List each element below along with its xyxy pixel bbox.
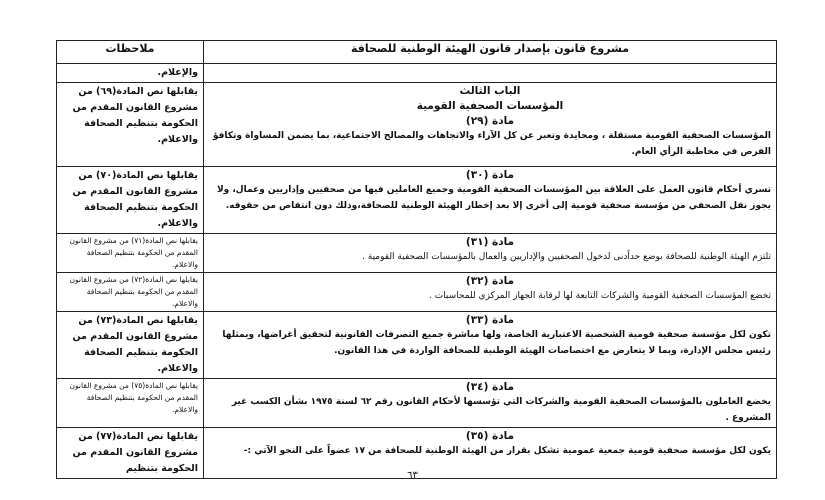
note-cell: والإعلام. — [57, 64, 204, 83]
main-cell — [204, 379, 777, 428]
note-cell: يقابلها نص المادة(٧١) من مشروع القانون المقدم من الحكومة بتنظيم الصحافة والاعلام. — [57, 234, 204, 273]
main-cell — [204, 273, 777, 312]
main-cell — [204, 234, 777, 273]
article-text: تلتزم الهيئة الوطنية للصحافة بوضع حداًدنى لدخول الصحفيين والإداريين والعمال بالمؤسسات الصحفية القومية . — [362, 252, 771, 262]
article-text: تكون لكل مؤسسة صحفية قومية الشخصية الاعتبارية الخاصة، ولها مباشرة جميع التصرفات القانونية لتحقيق أغراضها، ويمثلها رئيس مجلس الإدارة، وبما لا يتعارض مع اختصاصات الهيئة الوطنية للصحافة الواردة في هذا القانون. — [222, 330, 771, 356]
part-heading: الباب الثالث — [459, 85, 521, 97]
comparison-table — [56, 40, 777, 479]
page-number: ٦٣ — [407, 470, 418, 481]
article-heading: مادة (٣٥) — [465, 430, 515, 442]
table-row — [57, 234, 777, 273]
article-heading: مادة (٣٢) — [465, 275, 515, 287]
note-cell: يقابلها نص المادة(٧٠) من مشروع القانون المقدم من الحكومة بتنظيم الصحافة والاعلام. — [57, 167, 204, 234]
article-heading: مادة (٣١) — [465, 236, 515, 248]
article-text: تخضع المؤسسات الصحفية القومية والشركات التابعة لها لرقابة الجهاز المركزي للمحاسبات . — [429, 291, 771, 301]
main-column-header: مشروع قانون بإصدار قانون الهيئة الوطنية للصحافة — [204, 41, 777, 64]
table-row — [57, 64, 777, 83]
main-cell — [204, 167, 777, 234]
note-cell: يقابلها نص المادة(٧٥) من مشروع القانون المقدم من الحكومة بتنظيم الصحافة والاعلام. — [57, 379, 204, 428]
article-text: يكون لكل مؤسسة صحفية قومية جمعية عمومية تشكل بقرار من الهيئة الوطنية للصحافة من ١٧ عضواً على النحو الآتي :- — [243, 446, 771, 456]
note-cell: يقابلها نص المادة(٧٣) من مشروع القانون المقدم من الحكومة بتنظيم الصحافة والاعلام. — [57, 312, 204, 379]
main-cell — [204, 312, 777, 379]
note-cell: يقابلها نص المادة(٧٢) من مشروع القانون المقدم من الحكومة بتنظيم الصحافة والاعلام. — [57, 273, 204, 312]
main-cell — [204, 64, 777, 83]
table-row — [57, 273, 777, 312]
article-text: المؤسسات الصحفية القومية مستقلة ، ومحايدة وتعبر عن كل الآراء والاتجاهات والمصالح الاجتماعية، بما يضمن المساواة وتكافؤ الفرص في مخاطبة الرأي العام. — [212, 131, 771, 157]
article-heading: مادة (٣٠) — [465, 169, 515, 181]
main-cell — [204, 83, 777, 167]
table-row — [57, 312, 777, 379]
article-heading: مادة (٣٤) — [465, 381, 515, 393]
note-cell: يقابلها نص المادة(٧٧) من مشروع القانون المقدم من الحكومة بتنظيم — [57, 428, 204, 479]
notes-column-header: ملاحظات — [57, 41, 204, 64]
table-row — [57, 83, 777, 167]
table-row — [57, 167, 777, 234]
table-header-row — [57, 41, 777, 64]
article-text: يخضع العاملون بالمؤسسات الصحفية القومية والشركات التي تؤسسها لأحكام القانون رقم ٦٢ لسنة ١٩٧٥ بشأن الكسب غير المشروع . — [231, 397, 771, 423]
note-cell: يقابلها نص المادة(٦٩) من مشروع القانون المقدم من الحكومة بتنظيم الصحافة والاعلام. — [57, 83, 204, 167]
article-heading: مادة (٣٣) — [465, 314, 515, 326]
article-heading: مادة (٢٩) — [465, 115, 515, 127]
table-row — [57, 379, 777, 428]
article-text: تسري أحكام قانون العمل على العلاقة بين المؤسسات الصحفية القومية وجميع العاملين فيها من صحفيين وإداريين وعمال، ولا يجوز نقل الصحفي من مؤسسة صحفية قومية إلى أخرى إلا بعد إخطار الهيئة الوطنية للصحافة،وذلك دون انتقاص من حقوقه. — [216, 185, 771, 211]
chapter-title: المؤسسات الصحفية القومية — [416, 100, 564, 112]
